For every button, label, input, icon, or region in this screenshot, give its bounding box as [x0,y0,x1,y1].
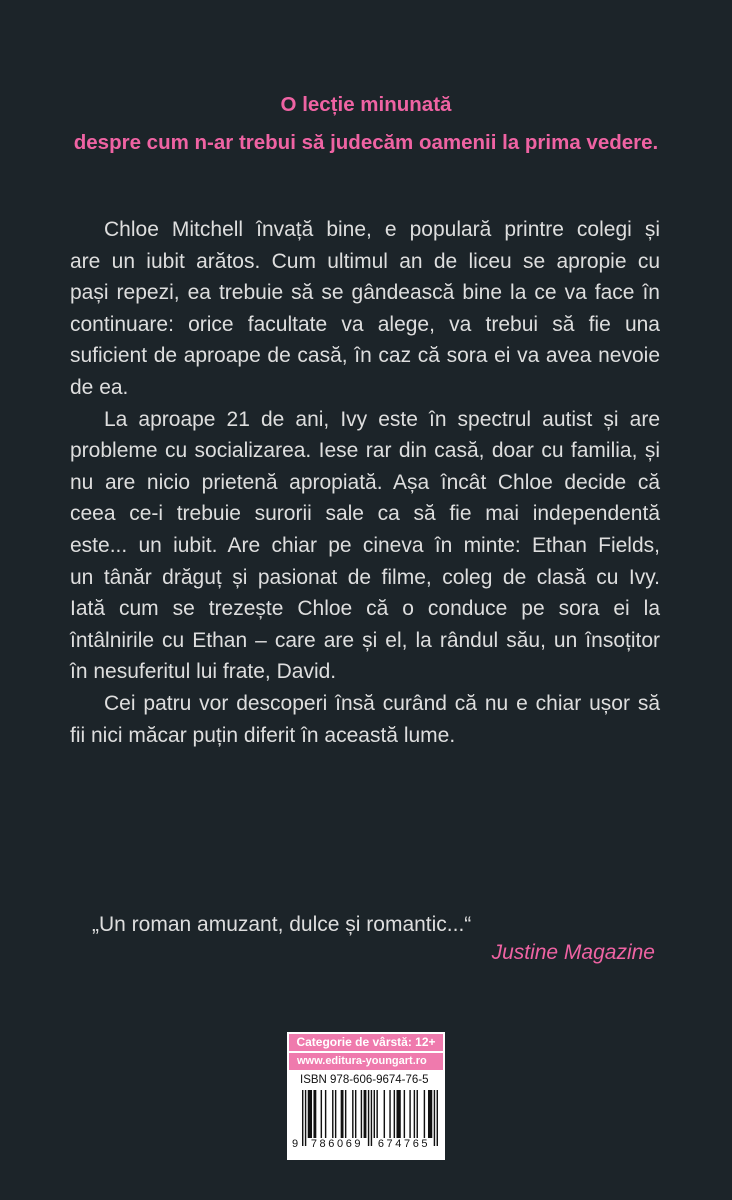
headline-line-1: O lecție minunată [280,93,452,116]
body-line: Cei patru vor descoperi însă curând că nu e chiar ușor să [104,691,660,715]
body-line: fii nici măcar puțin diferit în această lume. [70,723,456,747]
body-line: continuare: orice facultate va alege, va trebui să fie una [70,312,660,336]
blurb-paragraph-3 [70,688,660,751]
isbn-label [287,1032,445,1160]
barcode-bar [335,1090,336,1138]
barcode-bar [409,1090,410,1138]
barcode-bar [368,1090,369,1146]
barcode-bar [396,1090,400,1138]
body-line: de ea. [70,375,129,399]
body-line: nu are nicio prietenă apropiată. Așa încât Chloe decide că [70,470,660,494]
barcode-bar [417,1090,418,1138]
body-line: are un iubit arătos. Cum ultimul an de liceu se apropie cu [70,249,660,273]
barcode-bar [371,1090,372,1146]
barcode-bar [321,1090,322,1138]
barcode-bar [374,1090,375,1138]
barcode-bar [424,1090,425,1138]
body-line: Chloe Mitchell învață bine, e populară printre colegi și [104,218,660,241]
body-line: La aproape 21 de ani, Ivy este în spectrul autist și are [104,407,660,431]
barcode-bar [414,1090,415,1138]
barcode-bar [437,1090,438,1146]
body-line: este... un iubit. Are chiar pe cineva în minte: Ethan Fields, [70,533,660,557]
barcode-bar [364,1090,367,1138]
body-line: un tânăr drăguț și pasionat de filme, coleg de clasă cu Ivy. [70,565,660,589]
barcode-bar [325,1090,326,1138]
barcode-bar [384,1090,385,1138]
body-line: probleme cu socializarea. Iese rar din casă, doar cu familia, și [70,439,660,463]
review-source: Justine Magazine [491,941,655,964]
barcode-left-digits: 786069 [310,1138,364,1150]
barcode-bar [352,1090,353,1138]
headline [0,86,732,162]
blurb [70,214,660,751]
body-line: suficient de aproape de casă, în caz că sora ei va avea nevoie [70,344,660,368]
barcode-bar [332,1090,333,1138]
body-line: pași repezi, ea trebuie să se gândească bine la ce va face în [70,281,660,305]
barcode-bar [345,1090,346,1138]
age-category-label: Categorie de vârstă: 12+ [289,1034,443,1051]
barcode-bar [313,1090,316,1138]
body-line: ceea ce-i trebuie surorii sale ca să fie mai independentă [70,502,660,526]
blurb-paragraph-1 [70,214,660,404]
isbn-number: ISBN 978-606-9674-76-5 [300,1074,429,1086]
barcode-bar [376,1090,377,1138]
publisher-website: www.editura-youngart.ro [289,1053,443,1070]
barcode-bar [355,1090,356,1138]
barcode-bar [389,1090,390,1138]
barcode-lead-digit: 9 [292,1138,299,1150]
headline-line-2: despre cum n-ar trebui să judecăm oamenii la prima vedere. [73,131,659,154]
body-line: întâlnirile cu Ethan – care are și el, la rândul său, un însoțitor [70,628,660,652]
barcode-bar [341,1090,344,1138]
barcode-bar [308,1090,312,1138]
barcode-bar [404,1090,405,1138]
barcode-bar [428,1090,432,1138]
barcode-right-digits: 674765 [377,1138,431,1150]
barcode-bar [394,1090,395,1138]
barcode-bar [361,1090,362,1138]
blurb-paragraph-2 [70,404,660,688]
body-line: Iată cum se trezește Chloe că o conduce pe sora ei la [70,597,660,621]
review-quote: „Un roman amuzant, dulce și romantic...“ [92,913,472,936]
body-line: în nesuferitul lui frate, David. [70,660,337,684]
barcode-bar [302,1090,303,1146]
